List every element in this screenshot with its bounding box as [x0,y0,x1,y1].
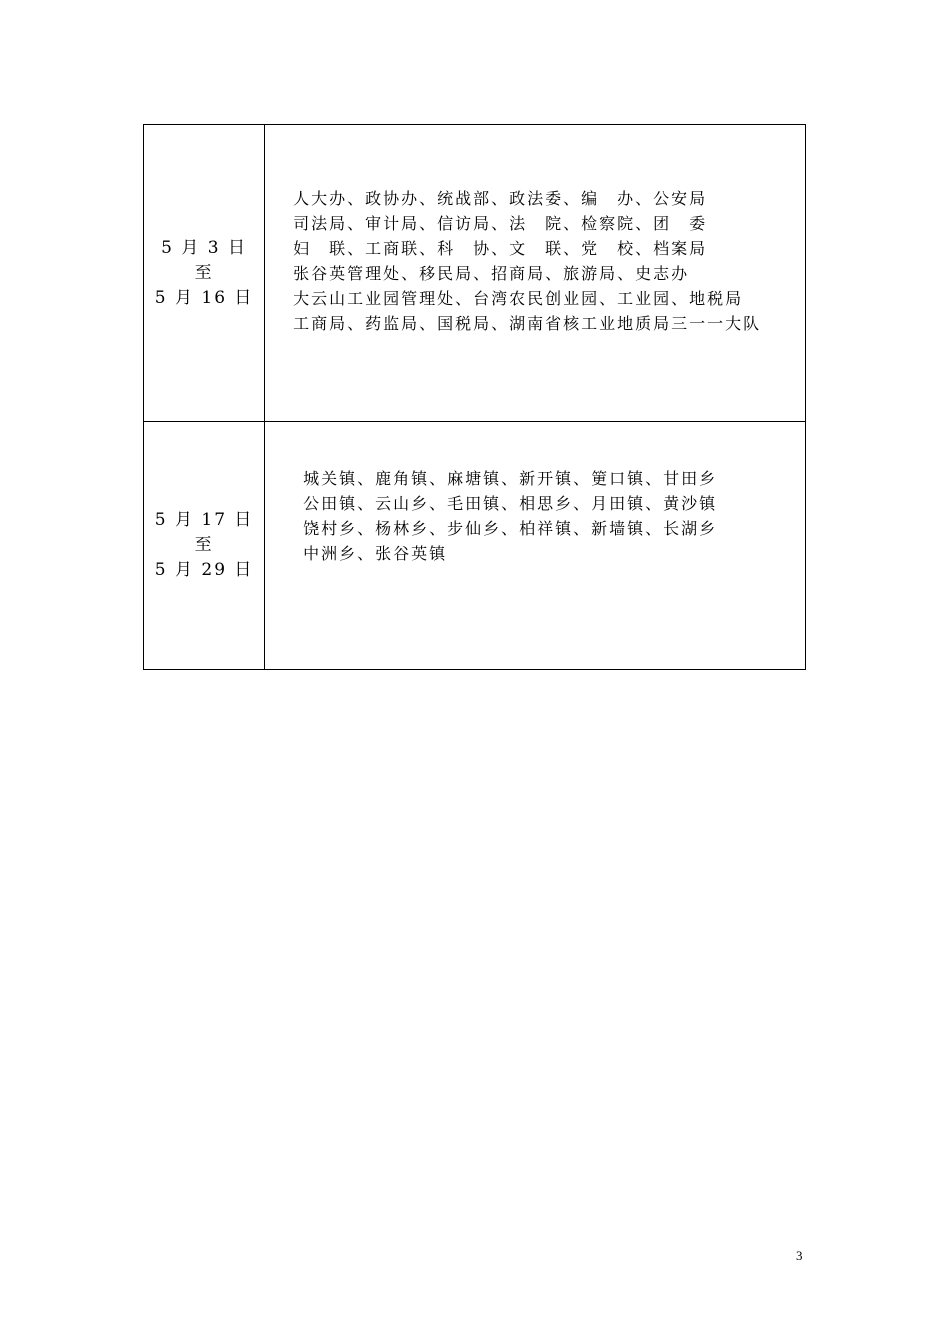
date-end: 5 月 29 日 [154,560,254,580]
date-start: 5 月 17 日 [154,510,254,530]
date-range-cell [144,125,265,422]
units-line: 司法局、审计局、信访局、法 院、检察院、团 委 [293,214,708,233]
units-line: 中洲乡、张谷英镇 [303,543,448,563]
page-number: 3 [796,1248,803,1263]
units-cell [265,422,806,670]
date-end: 5 月 16 日 [154,287,254,308]
date-range-cell [144,422,265,670]
schedule-row [144,125,806,422]
units-list [265,186,805,336]
units-line: 工商局、药监局、国税局、湖南省核工业地质局三一一大队 [293,314,762,333]
units-list [265,466,805,566]
units-line: 公田镇、云山乡、毛田镇、相思乡、月田镇、黄沙镇 [303,493,718,513]
units-line: 妇 联、工商联、科 协、文 联、党 校、档案局 [293,239,708,258]
date-start: 5 月 3 日 [161,237,247,258]
units-line: 人大办、政协办、统战部、政法委、编 办、公安局 [293,189,708,208]
units-line: 张谷英管理处、移民局、招商局、旅游局、史志办 [293,264,690,283]
schedule-table [143,124,806,670]
units-line: 城关镇、鹿角镇、麻塘镇、新开镇、筻口镇、甘田乡 [303,468,718,488]
units-line: 饶村乡、杨林乡、步仙乡、柏祥镇、新墙镇、长湖乡 [303,518,718,538]
units-line: 大云山工业园管理处、台湾农民创业园、工业园、地税局 [293,289,744,308]
date-separator: 至 [194,262,214,283]
date-separator: 至 [194,535,214,555]
schedule-row [144,422,806,670]
units-cell [265,125,806,422]
